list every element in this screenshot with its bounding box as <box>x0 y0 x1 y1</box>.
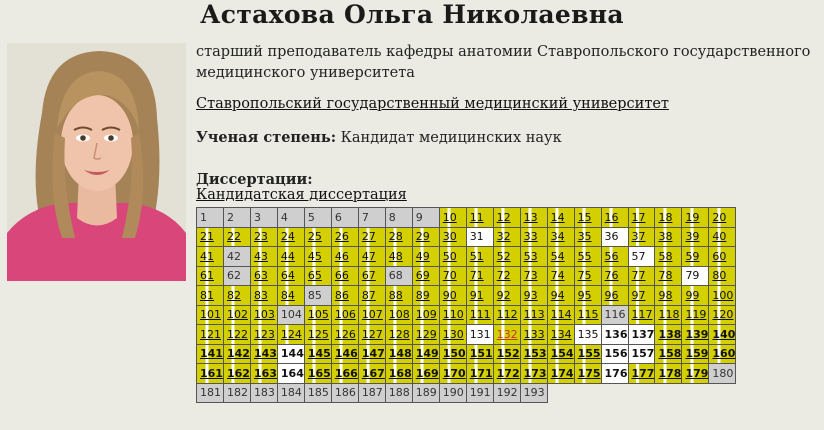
grid-cell: 144 <box>277 344 304 364</box>
grid-cell[interactable]: 126 <box>331 325 358 345</box>
grid-cell[interactable]: 81 <box>197 286 224 306</box>
grid-cell[interactable]: 106 <box>331 305 358 325</box>
grid-cell[interactable]: 20 <box>709 208 736 228</box>
grid-cell: 85 <box>304 286 331 306</box>
grid-cell[interactable]: 84 <box>277 286 304 306</box>
grid-cell[interactable]: 23 <box>250 227 277 247</box>
grid-row <box>197 364 736 384</box>
grid-row <box>197 208 736 228</box>
grid-cell[interactable]: 69 <box>412 266 439 286</box>
grid-cell[interactable]: 14 <box>547 208 574 228</box>
grid-cell[interactable]: 150 <box>439 344 466 364</box>
grid-row <box>197 325 736 345</box>
grid-cell[interactable]: 109 <box>412 305 439 325</box>
grid-cell[interactable]: 153 <box>520 344 547 364</box>
grid-cell: 181 <box>197 383 224 403</box>
grid-cell[interactable]: 45 <box>304 247 331 267</box>
grid-cell: 187 <box>358 383 385 403</box>
grid-cell[interactable]: 34 <box>547 227 574 247</box>
page-title: Астахова Ольга Николаевна <box>200 0 624 29</box>
grid-cell: 2 <box>223 208 250 228</box>
grid-cell[interactable]: 98 <box>655 286 682 306</box>
grid-cell[interactable]: 54 <box>547 247 574 267</box>
grid-cell: 191 <box>466 383 493 403</box>
grid-cell[interactable]: 19 <box>682 208 709 228</box>
dissertation-link[interactable]: Кандидатская диссертация <box>196 187 407 203</box>
grid-cell[interactable]: 61 <box>197 266 224 286</box>
grid-cell[interactable]: 55 <box>574 247 601 267</box>
grid-cell[interactable]: 72 <box>493 266 520 286</box>
grid-cell: 1 <box>197 208 224 228</box>
grid-cell[interactable]: 56 <box>601 247 628 267</box>
grid-cell[interactable]: 100 <box>709 286 736 306</box>
grid-cell[interactable]: 91 <box>466 286 493 306</box>
grid-cell[interactable]: 27 <box>358 227 385 247</box>
grid-cell[interactable]: 64 <box>277 266 304 286</box>
grid-cell: 131 <box>466 325 493 345</box>
grid-cell[interactable]: 148 <box>385 344 412 364</box>
grid-row <box>197 305 736 325</box>
grid-cell: 183 <box>250 383 277 403</box>
grid-cell[interactable]: 112 <box>493 305 520 325</box>
grid-cell[interactable]: 172 <box>493 364 520 384</box>
profile-info <box>196 42 818 149</box>
grid-cell[interactable]: 165 <box>304 364 331 384</box>
grid-cell[interactable]: 50 <box>439 247 466 267</box>
grid-cell: 184 <box>277 383 304 403</box>
grid-cell[interactable]: 120 <box>709 305 736 325</box>
grid-cell: 192 <box>493 383 520 403</box>
grid-cell[interactable]: 52 <box>493 247 520 267</box>
grid-cell[interactable]: 25 <box>304 227 331 247</box>
grid-cell[interactable]: 39 <box>682 227 709 247</box>
grid-cell[interactable]: 133 <box>520 325 547 345</box>
grid-cell[interactable]: 115 <box>574 305 601 325</box>
grid-cell[interactable]: 167 <box>358 364 385 384</box>
grid-cell[interactable]: 49 <box>412 247 439 267</box>
grid-cell: 190 <box>439 383 466 403</box>
grid-cell[interactable]: 70 <box>439 266 466 286</box>
grid-cell[interactable]: 111 <box>466 305 493 325</box>
grid-cell[interactable]: 117 <box>628 305 655 325</box>
grid-cell[interactable]: 125 <box>304 325 331 345</box>
grid-cell[interactable]: 88 <box>385 286 412 306</box>
grid-cell[interactable]: 174 <box>547 364 574 384</box>
grid-cell[interactable]: 33 <box>520 227 547 247</box>
grid-cell[interactable]: 48 <box>385 247 412 267</box>
grid-cell[interactable]: 12 <box>493 208 520 228</box>
grid-cell: 157 <box>628 344 655 364</box>
grid-cell[interactable]: 77 <box>628 266 655 286</box>
grid-cell[interactable]: 146 <box>331 344 358 364</box>
grid-cell[interactable]: 87 <box>358 286 385 306</box>
grid-cell[interactable]: 21 <box>197 227 224 247</box>
grid-cell: 31 <box>466 227 493 247</box>
grid-row <box>197 247 736 267</box>
grid-row <box>197 266 736 286</box>
grid-cell[interactable]: 95 <box>574 286 601 306</box>
grid-cell[interactable]: 149 <box>412 344 439 364</box>
grid-cell[interactable]: 159 <box>682 344 709 364</box>
grid-cell[interactable]: 35 <box>574 227 601 247</box>
grid-cell: 8 <box>385 208 412 228</box>
grid-cell[interactable]: 74 <box>547 266 574 286</box>
grid-row <box>197 227 736 247</box>
grid-cell[interactable]: 30 <box>439 227 466 247</box>
grid-cell: 9 <box>412 208 439 228</box>
degree-label: Ученая степень: <box>196 129 337 146</box>
grid-cell: 7 <box>358 208 385 228</box>
grid-cell[interactable]: 107 <box>358 305 385 325</box>
grid-cell[interactable]: 179 <box>682 364 709 384</box>
grid-cell[interactable]: 175 <box>574 364 601 384</box>
grid-cell: 79 <box>682 266 709 286</box>
grid-cell[interactable]: 170 <box>439 364 466 384</box>
grid-cell: 189 <box>412 383 439 403</box>
grid-cell[interactable]: 13 <box>520 208 547 228</box>
grid-cell[interactable]: 47 <box>358 247 385 267</box>
grid-cell[interactable]: 171 <box>466 364 493 384</box>
grid-cell[interactable]: 28 <box>385 227 412 247</box>
grid-cell: 186 <box>331 383 358 403</box>
grid-cell[interactable]: 143 <box>250 344 277 364</box>
grid-cell[interactable]: 71 <box>466 266 493 286</box>
grid-cell[interactable]: 26 <box>331 227 358 247</box>
grid-cell[interactable]: 134 <box>547 325 574 345</box>
grid-cell[interactable]: 60 <box>709 247 736 267</box>
grid-cell: 182 <box>223 383 250 403</box>
grid-cell[interactable]: 90 <box>439 286 466 306</box>
position-text: старший преподаватель кафедры анатомии Ставропольского государственного медицинского университета <box>196 44 811 81</box>
grid-cell[interactable]: 127 <box>358 325 385 345</box>
grid-cell[interactable]: 43 <box>250 247 277 267</box>
grid-cell[interactable]: 58 <box>655 247 682 267</box>
grid-cell[interactable]: 18 <box>655 208 682 228</box>
grid-cell[interactable]: 118 <box>655 305 682 325</box>
grid-cell[interactable]: 103 <box>250 305 277 325</box>
grid-cell[interactable]: 16 <box>601 208 628 228</box>
grid-cell[interactable]: 101 <box>197 305 224 325</box>
grid-cell[interactable]: 160 <box>709 344 736 364</box>
grid-cell: 193 <box>520 383 547 403</box>
grid-cell[interactable]: 105 <box>304 305 331 325</box>
grid-cell[interactable]: 152 <box>493 344 520 364</box>
grid-cell[interactable]: 169 <box>412 364 439 384</box>
grid-cell[interactable]: 124 <box>277 325 304 345</box>
grid-cell[interactable]: 114 <box>547 305 574 325</box>
grid-cell[interactable]: 94 <box>547 286 574 306</box>
degree-value: Кандидат медицинских наук <box>340 130 562 146</box>
profile-photo <box>7 43 186 281</box>
grid-cell[interactable]: 93 <box>520 286 547 306</box>
grid-cell: 57 <box>628 247 655 267</box>
grid-cell[interactable]: 141 <box>197 344 224 364</box>
grid-cell[interactable]: 166 <box>331 364 358 384</box>
grid-cell[interactable]: 17 <box>628 208 655 228</box>
grid-cell[interactable]: 123 <box>250 325 277 345</box>
grid-cell[interactable]: 130 <box>439 325 466 345</box>
grid-cell: 62 <box>223 266 250 286</box>
grid-cell[interactable]: 51 <box>466 247 493 267</box>
grid-cell[interactable]: 92 <box>493 286 520 306</box>
grid-cell[interactable]: 76 <box>601 266 628 286</box>
grid-cell: 135 <box>574 325 601 345</box>
grid-cell[interactable]: 37 <box>628 227 655 247</box>
grid-cell[interactable]: 129 <box>412 325 439 345</box>
grid-cell: 137 <box>628 325 655 345</box>
grid-cell[interactable]: 89 <box>412 286 439 306</box>
grid-cell[interactable]: 145 <box>304 344 331 364</box>
grid-cell[interactable]: 75 <box>574 266 601 286</box>
grid-cell[interactable]: 15 <box>574 208 601 228</box>
grid-cell[interactable]: 155 <box>574 344 601 364</box>
grid-cell[interactable]: 63 <box>250 266 277 286</box>
grid-cell: 164 <box>277 364 304 384</box>
grid-cell: 6 <box>331 208 358 228</box>
grid-cell[interactable]: 128 <box>385 325 412 345</box>
grid-cell: 188 <box>385 383 412 403</box>
grid-cell[interactable]: 147 <box>358 344 385 364</box>
grid-cell[interactable]: 163 <box>250 364 277 384</box>
grid-cell[interactable]: 96 <box>601 286 628 306</box>
grid-cell[interactable]: 173 <box>520 364 547 384</box>
grid-cell[interactable]: 140 <box>709 325 736 345</box>
grid-cell[interactable]: 22 <box>223 227 250 247</box>
grid-cell: 136 <box>601 325 628 345</box>
grid-cell[interactable]: 162 <box>223 364 250 384</box>
grid-cell[interactable]: 67 <box>358 266 385 286</box>
grid-cell[interactable]: 24 <box>277 227 304 247</box>
grid-cell[interactable]: 11 <box>466 208 493 228</box>
grid-cell: 104 <box>277 305 304 325</box>
grid-cell[interactable]: 168 <box>385 364 412 384</box>
degree-row <box>196 127 818 149</box>
grid-cell[interactable]: 113 <box>520 305 547 325</box>
grid-cell[interactable]: 40 <box>709 227 736 247</box>
grid-cell[interactable]: 44 <box>277 247 304 267</box>
grid-cell[interactable]: 122 <box>223 325 250 345</box>
grid-cell[interactable]: 29 <box>412 227 439 247</box>
grid-cell[interactable]: 108 <box>385 305 412 325</box>
grid-cell[interactable]: 32 <box>493 227 520 247</box>
grid-cell[interactable]: 66 <box>331 266 358 286</box>
grid-cell[interactable]: 53 <box>520 247 547 267</box>
grid-cell[interactable]: 178 <box>655 364 682 384</box>
grid-cell[interactable]: 161 <box>197 364 224 384</box>
grid-cell[interactable]: 110 <box>439 305 466 325</box>
grid-row <box>197 344 736 364</box>
grid-cell[interactable]: 10 <box>439 208 466 228</box>
grid-cell[interactable]: 138 <box>655 325 682 345</box>
dissertations-label: Диссертации: <box>196 171 313 188</box>
grid-cell[interactable]: 119 <box>682 305 709 325</box>
grid-cell[interactable]: 78 <box>655 266 682 286</box>
grid-cell[interactable]: 177 <box>628 364 655 384</box>
grid-cell[interactable]: 158 <box>655 344 682 364</box>
grid-row <box>197 383 736 403</box>
grid-cell[interactable]: 73 <box>520 266 547 286</box>
grid-cell[interactable]: 99 <box>682 286 709 306</box>
grid-cell[interactable]: 46 <box>331 247 358 267</box>
grid-cell: 176 <box>601 364 628 384</box>
grid-cell: 180 <box>709 364 736 384</box>
grid-cell[interactable]: 151 <box>466 344 493 364</box>
grid-cell[interactable]: 139 <box>682 325 709 345</box>
grid-cell: 5 <box>304 208 331 228</box>
university-link[interactable]: Ставропольский государственный медицинский университет <box>196 96 669 112</box>
grid-cell[interactable]: 41 <box>197 247 224 267</box>
grid-cell[interactable]: 97 <box>628 286 655 306</box>
portrait-image <box>7 43 186 281</box>
grid-cell[interactable]: 86 <box>331 286 358 306</box>
grid-cell: 4 <box>277 208 304 228</box>
grid-cell[interactable]: 83 <box>250 286 277 306</box>
grid-cell: 3 <box>250 208 277 228</box>
grid-cell[interactable]: 38 <box>655 227 682 247</box>
grid-cell[interactable]: 121 <box>197 325 224 345</box>
grid-cell: 42 <box>223 247 250 267</box>
grid-cell[interactable]: 80 <box>709 266 736 286</box>
grid-row <box>197 286 736 306</box>
grid-cell[interactable]: 154 <box>547 344 574 364</box>
grid-cell: 116 <box>601 305 628 325</box>
grid-cell[interactable]: 102 <box>223 305 250 325</box>
dissertation-grid <box>196 207 736 403</box>
grid-cell[interactable]: 142 <box>223 344 250 364</box>
grid-cell: 36 <box>601 227 628 247</box>
grid-cell[interactable]: 132 <box>493 325 520 345</box>
grid-cell: 185 <box>304 383 331 403</box>
grid-cell[interactable]: 82 <box>223 286 250 306</box>
grid-cell: 156 <box>601 344 628 364</box>
grid-cell: 68 <box>385 266 412 286</box>
grid-cell[interactable]: 59 <box>682 247 709 267</box>
grid-cell[interactable]: 65 <box>304 266 331 286</box>
